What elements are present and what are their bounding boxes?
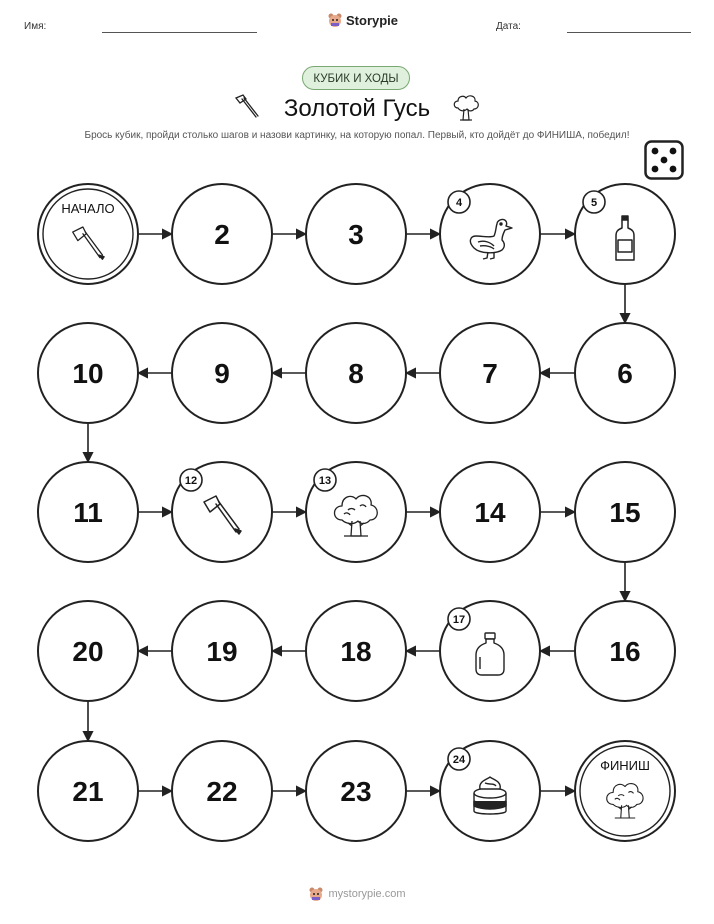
cell-number: 16: [609, 636, 641, 667]
cell-number-badge: 5: [590, 197, 598, 209]
board-cell: [575, 323, 675, 423]
board-cell: [38, 462, 138, 562]
footer: [0, 886, 714, 902]
cell-number: 15: [609, 497, 641, 528]
board-cell: [440, 601, 540, 701]
page-title: Золотой Гусь: [283, 95, 431, 122]
footer-site: mystorypie.com: [328, 888, 406, 900]
board-cell: [172, 184, 272, 284]
cell-number: 2: [214, 219, 230, 250]
cell-number: 10: [72, 358, 104, 389]
board-cell: [306, 323, 406, 423]
board-cell: [440, 462, 540, 562]
footer-logo-icon: [308, 886, 324, 902]
board-cell: [306, 462, 406, 562]
board-cell: [306, 741, 406, 841]
board-cell: [440, 323, 540, 423]
board-cell: [306, 184, 406, 284]
board-cell: [172, 462, 272, 562]
category-badge: КУБИК И ХОДЫ: [302, 66, 410, 90]
board-cell: [575, 184, 675, 284]
board-cell: [172, 323, 272, 423]
board-cell: [306, 601, 406, 701]
cell-number: 23: [340, 776, 372, 807]
board-cell: [172, 741, 272, 841]
cell-number-badge: 24: [452, 754, 466, 766]
cell-number: 6: [617, 358, 633, 389]
board-cell: [575, 462, 675, 562]
cell-number-badge: 17: [452, 614, 466, 626]
cell-number: 20: [72, 636, 104, 667]
cell-number: 7: [482, 358, 498, 389]
cell-number: 19: [206, 636, 238, 667]
board-cell: [440, 741, 540, 841]
cell-number: 8: [348, 358, 364, 389]
finish-cell: [575, 741, 675, 841]
cell-number-badge: 12: [184, 475, 198, 487]
finish-label: ФИНИШ: [600, 758, 650, 773]
cell-number: 11: [73, 497, 103, 528]
cell-number: 14: [474, 497, 506, 528]
board-cell: [38, 741, 138, 841]
instructions-text: Брось кубик, пройди столько шагов и назови картинку, на которую попал. Первый, кто дойдёт до ФИНИША, победил!: [84, 130, 630, 141]
cell-number-badge: 13: [318, 475, 332, 487]
board-cell: [38, 323, 138, 423]
cell-number-badge: 4: [455, 197, 463, 209]
name-label: Имя:: [24, 21, 47, 32]
cell-number: 22: [206, 776, 238, 807]
cell-number: 21: [72, 776, 104, 807]
board-cell: [38, 601, 138, 701]
cell-number: 9: [214, 358, 230, 389]
board-cell: [575, 601, 675, 701]
date-label: Дата:: [496, 21, 521, 32]
board-cell: [440, 184, 540, 284]
start-label: НАЧАЛО: [61, 201, 115, 216]
cell-number: 3: [348, 219, 364, 250]
board-cell: [172, 601, 272, 701]
cell-number: 18: [340, 636, 372, 667]
start-cell: [38, 184, 138, 284]
logo-text: Storypie: [346, 12, 399, 28]
